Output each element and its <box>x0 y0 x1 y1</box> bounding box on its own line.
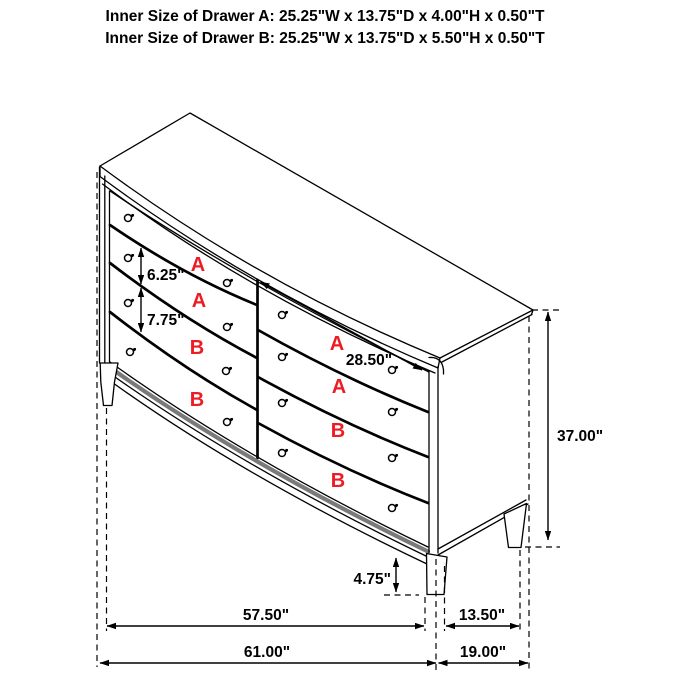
dimension-label-overall-height: 37.00" <box>557 428 604 445</box>
drawer-knob-icon <box>224 279 234 287</box>
dimension-side-depth <box>446 607 519 626</box>
dimension-label-overall-width: 61.00" <box>243 644 291 661</box>
dimension-overall-depth <box>439 644 529 663</box>
dimension-label-drawer-b-height: 7.75" <box>147 312 185 329</box>
drawer-knob-icon <box>389 408 399 416</box>
dimension-label-leg-height: 4.75" <box>353 571 391 588</box>
dimension-front-width <box>107 607 424 626</box>
dimension-label-right-section-width: 28.50" <box>345 352 393 369</box>
drawer-label: B <box>330 420 346 442</box>
drawer-knob-icon <box>127 348 137 356</box>
drawer-label: B <box>330 470 346 492</box>
drawer-b-inner-size: Inner Size of Drawer B: 25.25"W x 13.75"D x 5.50"H x 0.50"T <box>105 29 545 47</box>
drawer-label: A <box>190 254 206 276</box>
drawer-knob-icon <box>125 299 135 307</box>
dimension-label-front-width: 57.50" <box>242 607 290 624</box>
drawer-knob-icon <box>279 399 289 407</box>
base-apron-bottom <box>111 382 427 565</box>
drawer-label: B <box>189 337 205 359</box>
dimension-label-overall-depth: 19.00" <box>459 644 507 661</box>
drawer-label: A <box>191 290 207 312</box>
dimension-leg-height <box>353 558 396 592</box>
cabinet-outline <box>97 113 533 667</box>
drawer-knob-icon <box>279 311 289 319</box>
dimension-overall-width <box>100 644 436 663</box>
left-front-stile <box>100 167 110 364</box>
drawer-knob-icon <box>125 254 135 262</box>
drawer-knob-icon <box>279 449 289 457</box>
drawer-knob-icon <box>224 418 234 426</box>
drawer-label: B <box>189 389 205 411</box>
dimension-overall-height <box>548 312 603 540</box>
right-front-post <box>429 367 438 554</box>
drawer-label: A <box>329 333 345 355</box>
drawer-knob-icon <box>224 323 234 331</box>
drawer-knob-icon <box>125 214 135 222</box>
drawer-label: A <box>331 376 347 398</box>
drawer-knob-icon <box>389 454 399 462</box>
drawer-knob-icon <box>389 504 399 512</box>
drawer-knob-icon <box>223 367 233 375</box>
drawer-knob-icon <box>279 353 289 361</box>
drawer-a-inner-size: Inner Size of Drawer A: 25.25"W x 13.75"D x 4.00"H x 0.50"T <box>105 8 545 25</box>
dimension-label-side-depth: 13.50" <box>458 607 506 624</box>
base-rail-top <box>110 362 428 547</box>
dimension-label-drawer-a-height: 6.25" <box>147 267 185 284</box>
